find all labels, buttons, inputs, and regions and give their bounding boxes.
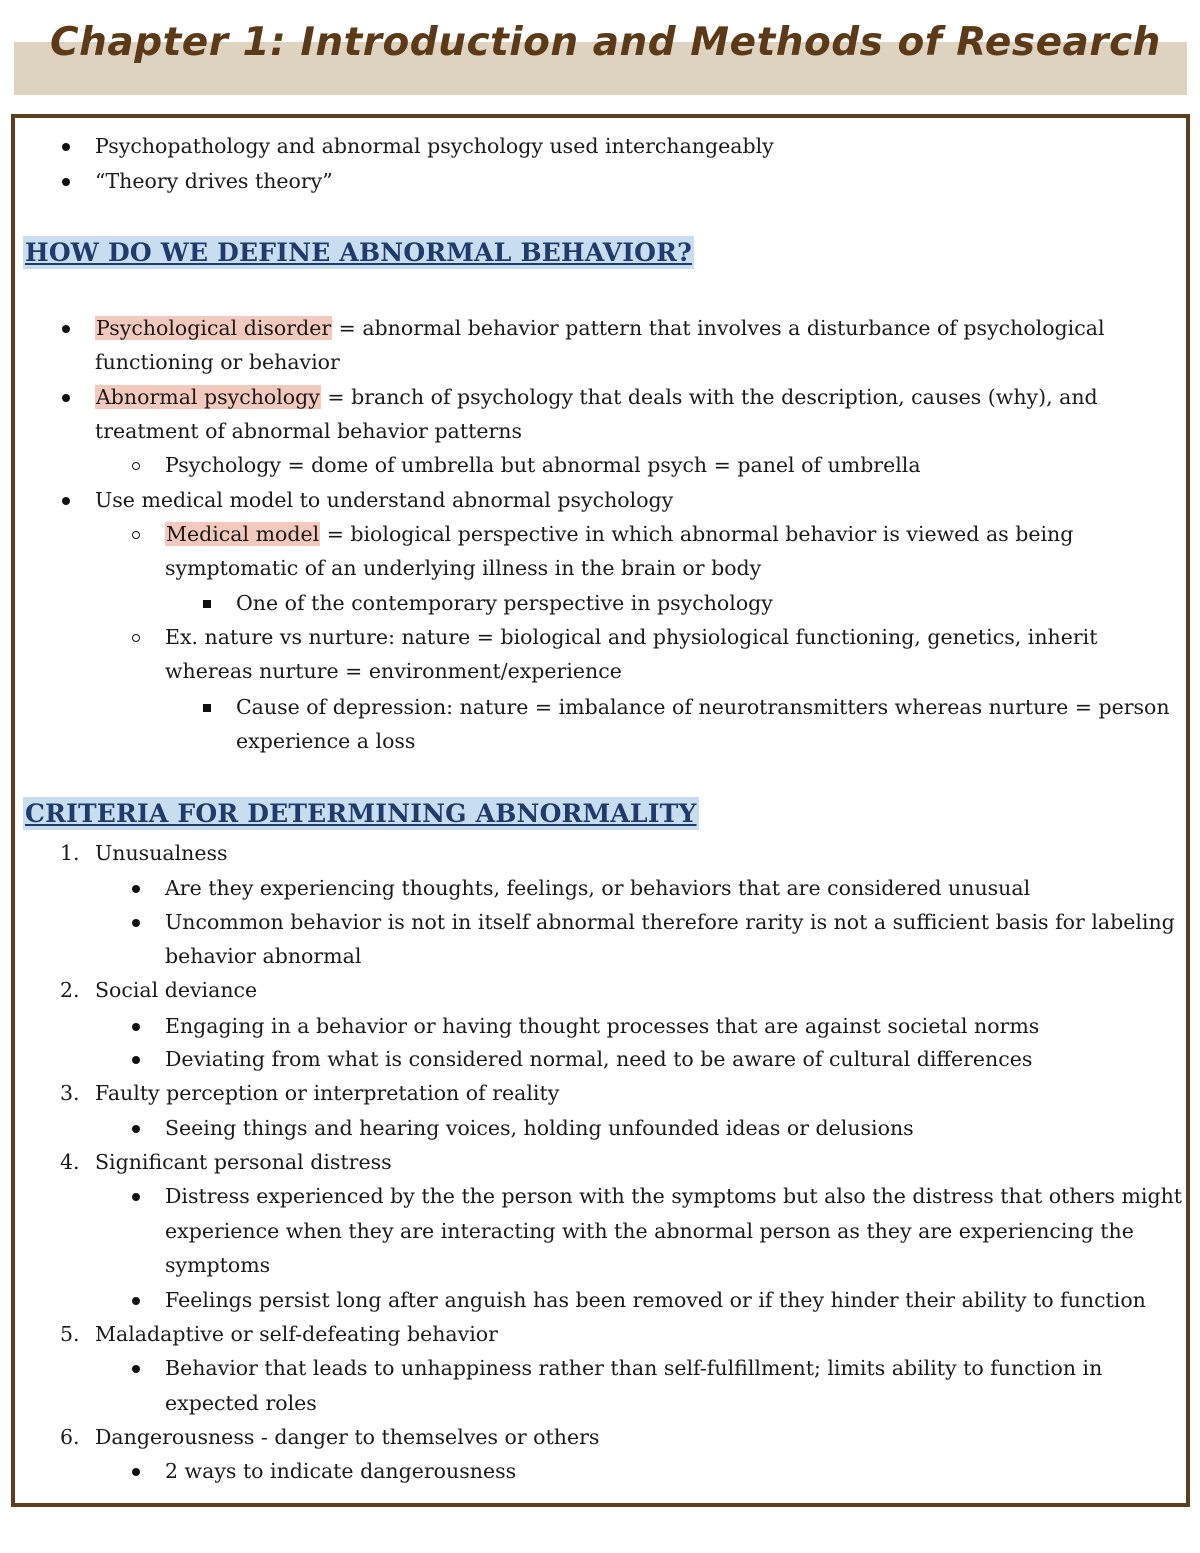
- bullet-dot: [62, 394, 70, 402]
- criterion-social-deviance: Social deviance: [95, 978, 258, 1002]
- bullet-dot: [132, 1125, 140, 1133]
- section-heading-criteria: CRITERIA FOR DETERMINING ABNORMALITY: [25, 799, 697, 828]
- criterion-detail: Are they experiencing thoughts, feelings, or behaviors that are considered unusual: [165, 876, 1031, 900]
- term-highlight: Abnormal psychology: [96, 385, 320, 409]
- medical-model-use: Use medical model to understand abnormal psychology: [95, 488, 674, 512]
- list-number: 2.: [60, 978, 80, 1002]
- bullet-square: [203, 600, 211, 608]
- criterion-detail: Engaging in a behavior or having thought processes that are against societal norms: [165, 1014, 1040, 1038]
- intro-item: “Theory drives theory”: [95, 169, 333, 193]
- list-number: 4.: [60, 1150, 80, 1174]
- bullet-dot: [62, 178, 70, 186]
- intro-item: Psychopathology and abnormal psychology used interchangeably: [95, 134, 774, 158]
- criterion-detail-continuation: experience when they are interacting with the abnormal person as they are experiencing the: [165, 1219, 1134, 1243]
- criterion-detail: 2 ways to indicate dangerousness: [165, 1459, 517, 1483]
- definition-psychological-disorder: [95, 311, 1105, 346]
- section-heading-define: HOW DO WE DEFINE ABNORMAL BEHAVIOR?: [25, 238, 692, 267]
- definition-text: = branch of psychology that deals with the description, causes (why), and: [320, 385, 1098, 409]
- criterion-detail: Behavior that leads to unhappiness rather than self-fulfillment; limits ability to function in: [165, 1356, 1103, 1380]
- criterion-detail: Distress experienced by the the person with the symptoms but also the distress that others might: [165, 1184, 1183, 1208]
- bullet-dot: [132, 1023, 140, 1031]
- bullet-dot: [132, 919, 140, 927]
- criterion-detail-continuation: behavior abnormal: [165, 944, 362, 968]
- term-highlight: Psychological disorder: [96, 316, 332, 340]
- criterion-detail: Feelings persist long after anguish has been removed or if they hinder their ability to function: [165, 1288, 1146, 1312]
- definition-abnormal-psychology: [95, 380, 1098, 415]
- nature-nurture: Ex. nature vs nurture: nature = biological and physiological functioning, genetics, inherit: [165, 625, 1098, 649]
- criterion-detail: Seeing things and hearing voices, holding unfounded ideas or delusions: [165, 1116, 914, 1140]
- bullet-square: [203, 704, 211, 712]
- umbrella-analogy: Psychology = dome of umbrella but abnormal psych = panel of umbrella: [165, 453, 921, 477]
- criterion-unusualness: Unusualness: [95, 841, 228, 865]
- bullet-dot: [62, 497, 70, 505]
- bullet-dot: [132, 1056, 140, 1064]
- list-number: 1.: [60, 841, 80, 865]
- bullet-ring: [132, 531, 140, 539]
- criterion-faulty-perception: Faulty perception or interpretation of reality: [95, 1081, 560, 1105]
- definition-medical-model: [165, 517, 1073, 552]
- criterion-dangerousness: Dangerousness - danger to themselves or others: [95, 1425, 600, 1449]
- criterion-detail-continuation: expected roles: [165, 1391, 317, 1415]
- bullet-dot: [62, 325, 70, 333]
- bullet-dot: [132, 1297, 140, 1305]
- contemporary-perspective: One of the contemporary perspective in psychology: [236, 591, 773, 615]
- bullet-dot: [132, 1365, 140, 1373]
- criterion-detail: Uncommon behavior is not in itself abnormal therefore rarity is not a sufficient basis for labeling: [165, 910, 1175, 934]
- list-number: 6.: [60, 1425, 80, 1449]
- definition-text: = abnormal behavior pattern that involves a disturbance of psychological: [332, 316, 1105, 340]
- nature-nurture-continuation: whereas nurture = environment/experience: [165, 659, 622, 683]
- criterion-detail-continuation: symptoms: [165, 1253, 271, 1277]
- bullet-dot: [132, 1468, 140, 1476]
- criterion-personal-distress: Significant personal distress: [95, 1150, 392, 1174]
- definition-continuation: functioning or behavior: [95, 350, 340, 374]
- criterion-detail: Deviating from what is considered normal, need to be aware of cultural differences: [165, 1047, 1033, 1071]
- list-number: 3.: [60, 1081, 80, 1105]
- list-number: 5.: [60, 1322, 80, 1346]
- bullet-dot: [62, 143, 70, 151]
- bullet-ring: [132, 634, 140, 642]
- page-title: Chapter 1: Introduction and Methods of Research: [50, 20, 1161, 65]
- bullet-dot: [132, 885, 140, 893]
- definition-text: = biological perspective in which abnormal behavior is viewed as being: [320, 522, 1074, 546]
- term-highlight: Medical model: [166, 522, 320, 546]
- depression-cause-continuation: experience a loss: [236, 729, 416, 753]
- bullet-dot: [132, 1193, 140, 1201]
- definition-continuation: treatment of abnormal behavior patterns: [95, 419, 522, 443]
- criterion-maladaptive: Maladaptive or self-defeating behavior: [95, 1322, 498, 1346]
- bullet-ring: [132, 462, 140, 470]
- depression-cause: Cause of depression: nature = imbalance of neurotransmitters whereas nurture = person: [236, 695, 1170, 719]
- definition-continuation: symptomatic of an underlying illness in the brain or body: [165, 556, 762, 580]
